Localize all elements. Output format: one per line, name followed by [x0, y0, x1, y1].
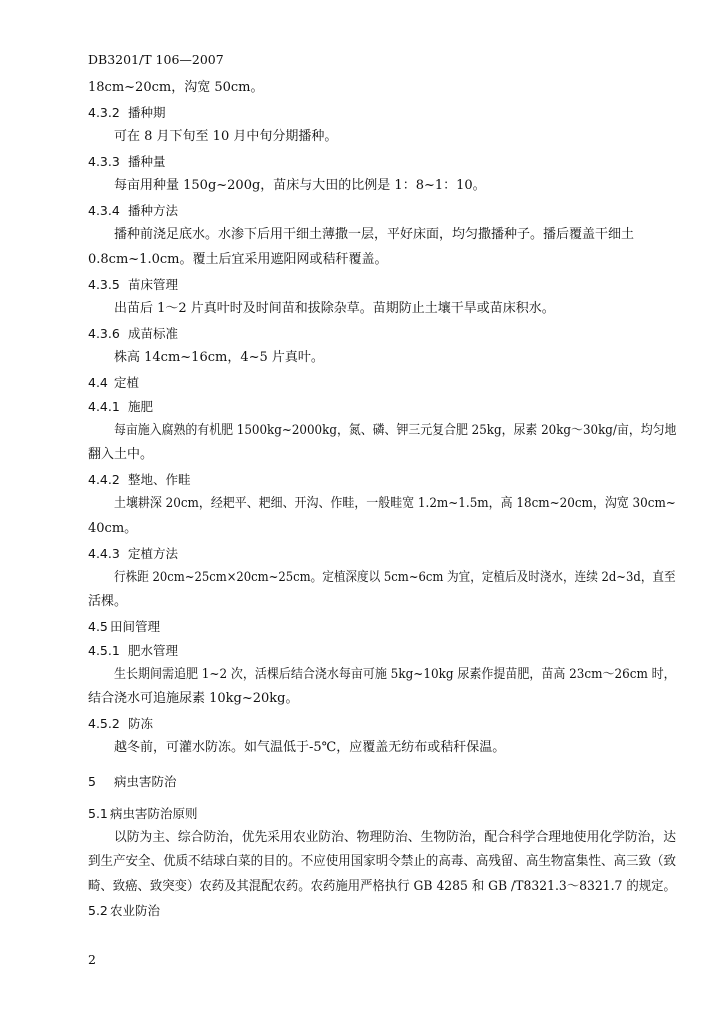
section-heading-4-4: 4.4 定植	[88, 375, 140, 390]
paragraph-line: 株高 14cm~16cm，4~5 片真叶。	[114, 350, 324, 365]
section-heading-4-3-6: 4.3.6 成苗标准	[88, 326, 179, 341]
page-number: 2	[88, 952, 96, 967]
section-heading-4-3-5: 4.3.5 苗床管理	[88, 277, 179, 292]
paragraph-line: 畸、致癌、致突变）农药及其混配农药。农药施用严格执行 GB 4285 和 GB /T8321.3～8321.7 的规定。	[88, 879, 676, 894]
paragraph-line: 可在 8 月下旬至 10 月中旬分期播种。	[114, 129, 338, 144]
section-heading-4-5: 4.5 田间管理	[88, 619, 161, 634]
paragraph-line: 播种前浇足底水。水渗下后用干细土薄撒一层，平好床面，均匀撒播种子。播后覆盖干细土	[114, 227, 635, 242]
paragraph-line: 到生产安全、优质不结球白菜的目的。不应使用国家明令禁止的高毒、高残留、高生物富集性、高三致（致	[88, 854, 677, 869]
section-heading-4-3-4: 4.3.4 播种方法	[88, 203, 179, 218]
section-heading-4-4-3: 4.4.3 定植方法	[88, 546, 179, 561]
paragraph-line: 0.8cm~1.0cm。覆土后宜采用遮阳网或秸秆覆盖。	[88, 252, 388, 267]
section-heading-4-5-2: 4.5.2 防冻	[88, 716, 154, 731]
section-heading-4-4-2: 4.4.2 整地、作畦	[88, 472, 191, 487]
paragraph-line: 翻入土中。	[88, 447, 154, 462]
paragraph-line: 活棵。	[88, 594, 128, 609]
paragraph-line: 越冬前，可灌水防冻。如气温低于-5℃，应覆盖无纺布或秸秆保温。	[114, 740, 506, 755]
section-heading-4-4-1: 4.4.1 施肥	[88, 399, 154, 414]
paragraph-line: 18cm~20cm，沟宽 50cm。	[88, 80, 264, 95]
paragraph-line: 每亩用种量 150g~200g，苗床与大田的比例是 1：8~1：10。	[114, 178, 486, 193]
section-heading-4-3-3: 4.3.3 播种量	[88, 154, 166, 169]
section-heading-5: 5 病虫害防治	[88, 774, 177, 789]
section-heading-5-1: 5.1 病虫害防治原则	[88, 806, 198, 821]
paragraph-line: 土壤耕深 20cm，经耙平、耙细、开沟、作畦，一般畦宽 1.2m~1.5m，高 18cm~20cm，沟宽 30cm~	[114, 496, 676, 511]
paragraph-line: 生长期间需追肥 1~2 次，活棵后结合浇水每亩可施 5kg~10kg 尿素作提苗肥，苗高 23cm～26cm 时，	[114, 667, 676, 682]
document-id: DB3201/T 106—2007	[88, 52, 224, 67]
paragraph-line: 40cm。	[88, 521, 138, 536]
section-heading-4-3-2: 4.3.2 播种期	[88, 105, 166, 120]
paragraph-line: 每亩施入腐熟的有机肥 1500kg~2000kg，氮、磷、钾三元复合肥 25kg，尿素 20kg～30kg/亩，均匀地	[114, 423, 677, 438]
paragraph-line: 出苗后 1～2 片真叶时及时间苗和拔除杂草。苗期防止土壤干旱或苗床积水。	[114, 301, 555, 316]
paragraph-line: 行株距 20cm~25cm×20cm~25cm。定植深度以 5cm~6cm 为宜，定植后及时浇水，连续 2d~3d，直至	[114, 570, 676, 585]
paragraph-line: 以防为主、综合防治，优先采用农业防治、物理防治、生物防治，配合科学合理地使用化学防治，达	[114, 830, 677, 845]
section-heading-4-5-1: 4.5.1 肥水管理	[88, 643, 179, 658]
section-heading-5-2: 5.2 农业防治	[88, 903, 161, 918]
paragraph-line: 结合浇水可追施尿素 10kg~20kg。	[88, 691, 299, 706]
